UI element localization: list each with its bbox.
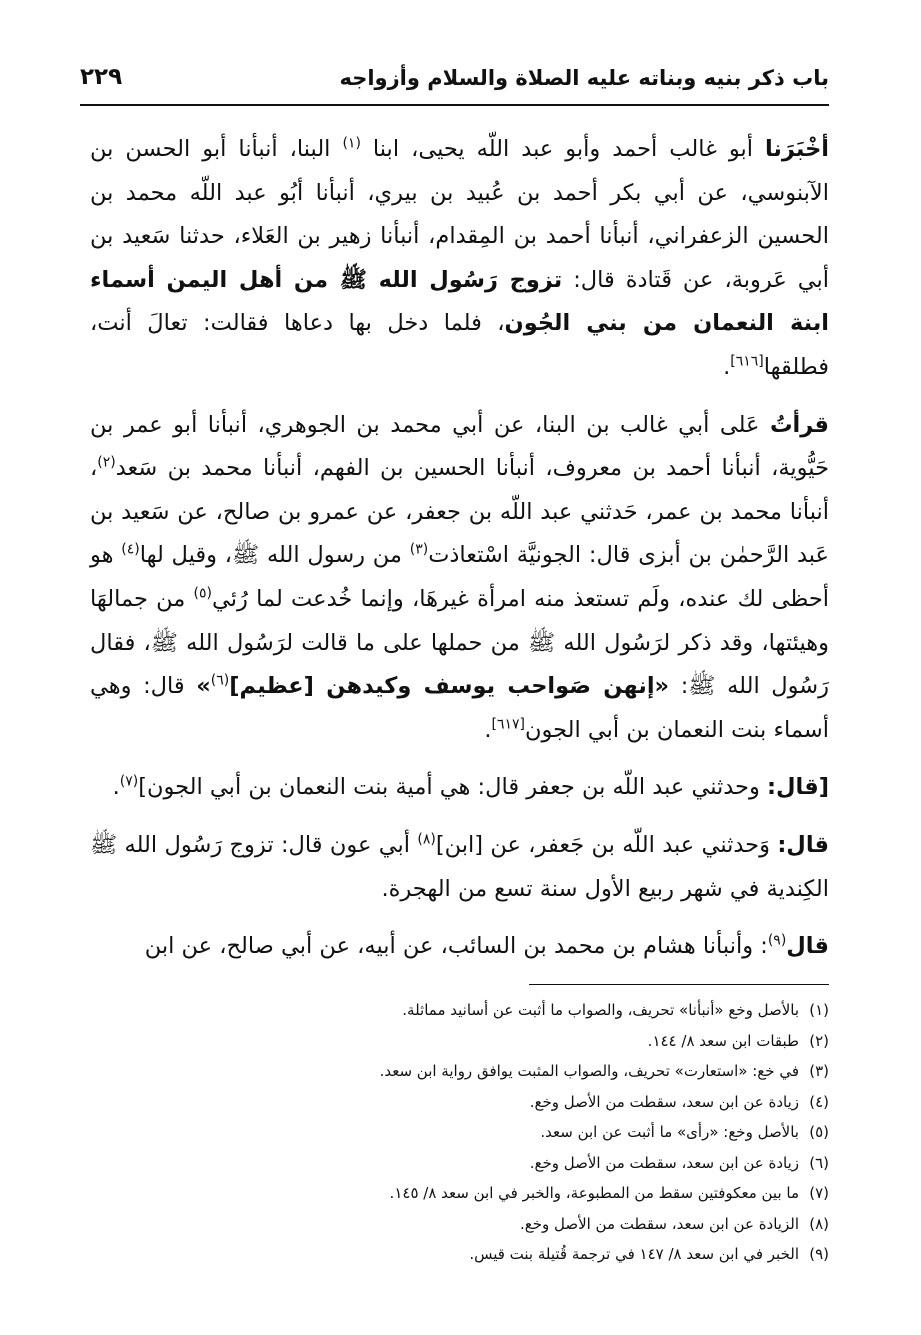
footnote-text: زيادة عن ابن سعد، سقطت من الأصل وخع. — [529, 1092, 799, 1111]
footnote-text: ما بين معكوفتين سقط من المطبوعة، والخبر في ابن سعد ٨/ ١٤٥. — [389, 1184, 799, 1202]
text-run: وَحدثني عبد اللّه بن جَعفر، عن [ابن] — [435, 831, 778, 858]
text-run: ، فلما دخل بها دعاها فقالت: تعالَ أنت، فطلقها — [90, 310, 829, 380]
footnote-ref: (٣) — [409, 541, 429, 558]
footnote — [90, 1209, 829, 1240]
footnote-number: (٨) — [809, 1214, 829, 1233]
text-run: هو أحظى لك عنده، ولَم تستعذ منه امرأة غيرهَا، وإنما خُدعت لما رُئي — [90, 542, 829, 612]
footnote-text: زيادة عن ابن سعد، سقطت من الأصل وخع. — [529, 1153, 799, 1172]
footnote-text: طبقات ابن سعد ٨/ ١٤٤. — [647, 1031, 799, 1050]
footnote-number: (٦) — [809, 1153, 829, 1172]
text-run: قال: وهي أسماء بنت النعمان بن أبي الجون — [90, 673, 829, 743]
chapter-title: باب ذكر بنيه وبناته عليه الصلاة والسلام وأزواجه — [339, 66, 829, 90]
page-number: ٢٢٩ — [80, 64, 123, 90]
footnote-number: (٩) — [809, 1245, 829, 1263]
footnote — [90, 1056, 829, 1087]
footnote-ref: (٧) — [119, 773, 139, 790]
footnote-number: (٣) — [809, 1062, 829, 1080]
footnote-ref: (٩) — [767, 932, 787, 949]
paragraph-lead: قال — [786, 933, 829, 960]
footnote-text: بالأصل وخع: «رأى» ما أثبت عن ابن سعد. — [540, 1123, 799, 1141]
footnote-ref: (٤) — [121, 541, 140, 558]
running-header — [80, 58, 829, 106]
paragraph — [90, 925, 829, 969]
bold-run: «إنهن صَواحب يوسف وكيدهن [عظيم] — [229, 673, 670, 700]
footnote-separator — [529, 984, 829, 985]
paragraph-lead: قرأتُ — [769, 411, 829, 438]
footnote-ref: (٨) — [417, 831, 436, 848]
text-run: أبو غالب أحمد وأبو عبد اللّه يحيى، ابنا — [360, 136, 765, 162]
text-run: عَلى أبي غالب بن البنا، عن أبي محمد بن الجوهري، أنبأنا أبو عمر بن حَيُّوية، أنبأنا أحمد بن معروف، أنبأنا الحسين بن الفهم، أنبأنا محمد بن سَعد — [90, 411, 829, 482]
text-run: ، أنبأنا محمد بن عمر، حَدثني عبد اللّه بن جعفر، عن عمرو بن صالح، عن سَعيد بن عَبد الرَّحمٰن بن أبزى قال: الجونيَّة اسْتعاذت — [90, 455, 829, 569]
paragraph — [90, 128, 829, 390]
footnote — [90, 1087, 829, 1118]
footnote-number: (٤) — [809, 1092, 829, 1111]
text-run: . — [723, 353, 731, 380]
hadith-number: [٦١٧] — [491, 716, 525, 733]
footnote-text: الزيادة عن ابن سعد، سقطت من الأصل وخع. — [519, 1214, 799, 1233]
text-run: أبي عون قال: تزوج رَسُول الله ﷺ الكِندية في شهر ربيع الأول سنة تسع من الهجرة. — [90, 831, 829, 902]
footnote-text: في خع: «استعارت» تحريف، والصواب المثبت يوافق رواية ابن سعد. — [379, 1062, 799, 1080]
text-run: . — [484, 716, 492, 743]
footnote-text: بالأصل وخع «أنبأنا» تحريف، والصواب ما أثبت عن أسانيد مماثلة. — [402, 1001, 799, 1019]
footnote-number: (٥) — [809, 1123, 829, 1141]
footnote — [90, 1148, 829, 1179]
footnote-number: (٢) — [809, 1031, 829, 1050]
text-run: . — [112, 774, 120, 801]
footnote-text: الخبر في ابن سعد ٨/ ١٤٧ في ترجمة قُتيلة بنت قيس. — [469, 1245, 799, 1263]
text-run: : وأنبأنا هشام بن محمد بن السائب، عن أبيه، عن أبي صالح، عن ابن — [144, 933, 768, 960]
paragraph-lead: قال: — [777, 831, 830, 858]
footnote-ref: (٢) — [97, 454, 116, 471]
footnote-number: (١) — [809, 1001, 829, 1019]
paragraph-lead: أخْبَرَنا — [764, 136, 829, 162]
main-text — [90, 128, 829, 969]
footnote-ref: (٥) — [193, 585, 212, 602]
paragraph-lead: [قال: — [767, 774, 829, 801]
paragraph — [90, 824, 829, 911]
text-run: وحدثني عبد اللّه بن جعفر قال: هي أمية بنت النعمان بن أبي الجون] — [138, 774, 767, 801]
footnote-number: (٧) — [809, 1184, 829, 1202]
text-run: البنا، أنبأنا أبو الحسن بن الآبنوسي، عن أبي بكر أحمد بن عُبيد بن بيري، أنبأنا أبُو عبد اللّه محمد بن الحسين الزعفراني، أنبأنا أحمد بن المِقدام، أنبأنا زهير بن العَلاء، حدثنا سَعيد بن أبي عَروبة، عن قَتادة قال: — [90, 136, 829, 293]
paragraph — [90, 766, 829, 810]
footnote — [90, 1239, 829, 1270]
footnote — [90, 1026, 829, 1057]
footnote-ref: (٦) — [210, 672, 230, 689]
paragraph — [90, 404, 829, 753]
text-run: من رسول الله ﷺ، وقيل لها — [139, 542, 410, 569]
footnote — [90, 1178, 829, 1209]
bold-run: » — [196, 673, 211, 700]
footnote — [90, 995, 829, 1026]
bold-run: تزوج رَسُول الله ﷺ من أهل اليمن أسماء ابنة النعمان من بني الجُون — [90, 266, 829, 337]
text-run: من جمالهَا وهيئتها، وقد ذكر لرَسُول الله ﷺ من حملها على ما قالت لرَسُول الله ﷺ، فقال رَسُول الله ﷺ: — [90, 585, 829, 700]
footnote-ref: (١) — [342, 135, 361, 152]
footnotes — [90, 995, 829, 1270]
hadith-number: [٦١٦] — [730, 353, 764, 370]
footnote — [90, 1117, 829, 1148]
